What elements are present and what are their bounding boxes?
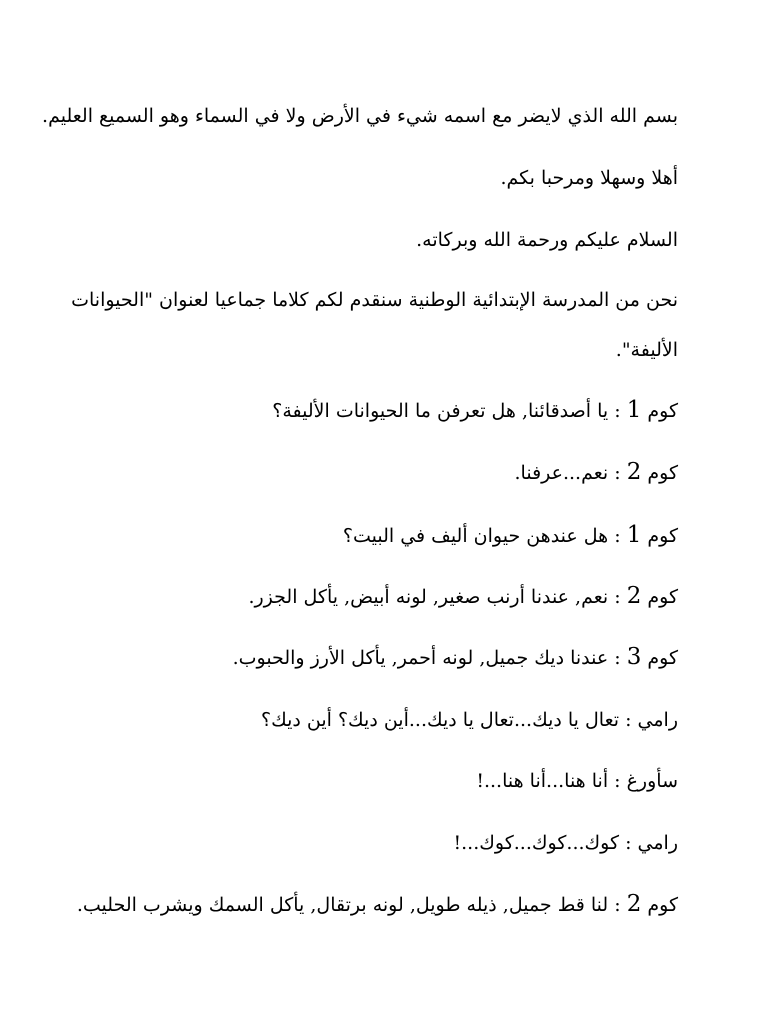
dialogue-text: : لنا قط جميل, ذيله طويل, لونه برتقال, يأكل السمك ويشرب الحليب.: [76, 894, 621, 916]
speaker-name: كوم: [647, 462, 678, 484]
dialogue-text: : نعم, عندنا أرنب صغير, لونه أبيض, يأكل الجزر.: [248, 586, 621, 608]
dialogue-line: [78, 828, 678, 857]
greeting-welcome: أهلا وسهلا ومرحبا بكم.: [500, 167, 678, 189]
dialogue-text: : نعم...عرفنا.: [514, 462, 621, 484]
speaker-name: رامي: [637, 832, 678, 854]
dialogue-line: [78, 643, 678, 672]
opening-basmala: بسم الله الذي لايضر مع اسمه شيء في الأرض ولا في السماء وهو السميع العليم.: [42, 105, 678, 127]
dialogue-text: : تعال يا ديك...تعال يا ديك...أين ديك؟ أين ديك؟: [261, 709, 632, 731]
dialogue-line: [78, 521, 678, 550]
speaker-name: كوم: [647, 525, 678, 547]
dialogue-text: : كوك...كوك...كوك...!: [453, 832, 632, 854]
speaker-number: 3: [626, 644, 642, 670]
speaker-name: كوم: [647, 400, 678, 422]
speaker-name: كوم: [647, 894, 678, 916]
intro-line-2: الأليفة".: [615, 339, 678, 361]
dialogue-line: [78, 766, 678, 795]
dialogue-text: : يا أصدقائنا, هل تعرفن ما الحيوانات الأليفة؟: [272, 400, 621, 422]
speaker-number: 2: [626, 459, 642, 485]
speaker-name: رامي: [637, 709, 678, 731]
dialogue-line: [78, 458, 678, 487]
greeting-salam: السلام عليكم ورحمة الله وبركاته.: [416, 229, 678, 251]
speaker-number: 1: [626, 397, 642, 423]
speaker-number: 2: [626, 891, 642, 917]
dialogue-text: : أنا هنا...أنا هنا...!: [476, 770, 621, 792]
speaker-name: سأورغ: [626, 770, 678, 792]
speaker-name: كوم: [647, 647, 678, 669]
dialogue-line: [78, 705, 678, 734]
dialogue-text: : هل عندهن حيوان أليف في البيت؟: [342, 525, 621, 547]
speaker-name: كوم: [647, 586, 678, 608]
dialogue-text: : عندنا ديك جميل, لونه أحمر, يأكل الأرز والحبوب.: [232, 647, 621, 669]
intro-line-1: نحن من المدرسة الإبتدائية الوطنية سنقدم لكم كلاما جماعيا لعنوان "الحيوانات: [71, 289, 678, 311]
dialogue-line: [78, 582, 678, 611]
speaker-number: 2: [626, 583, 642, 609]
dialogue-line: [78, 396, 678, 425]
speaker-number: 1: [626, 522, 642, 548]
dialogue-line: [78, 890, 678, 919]
